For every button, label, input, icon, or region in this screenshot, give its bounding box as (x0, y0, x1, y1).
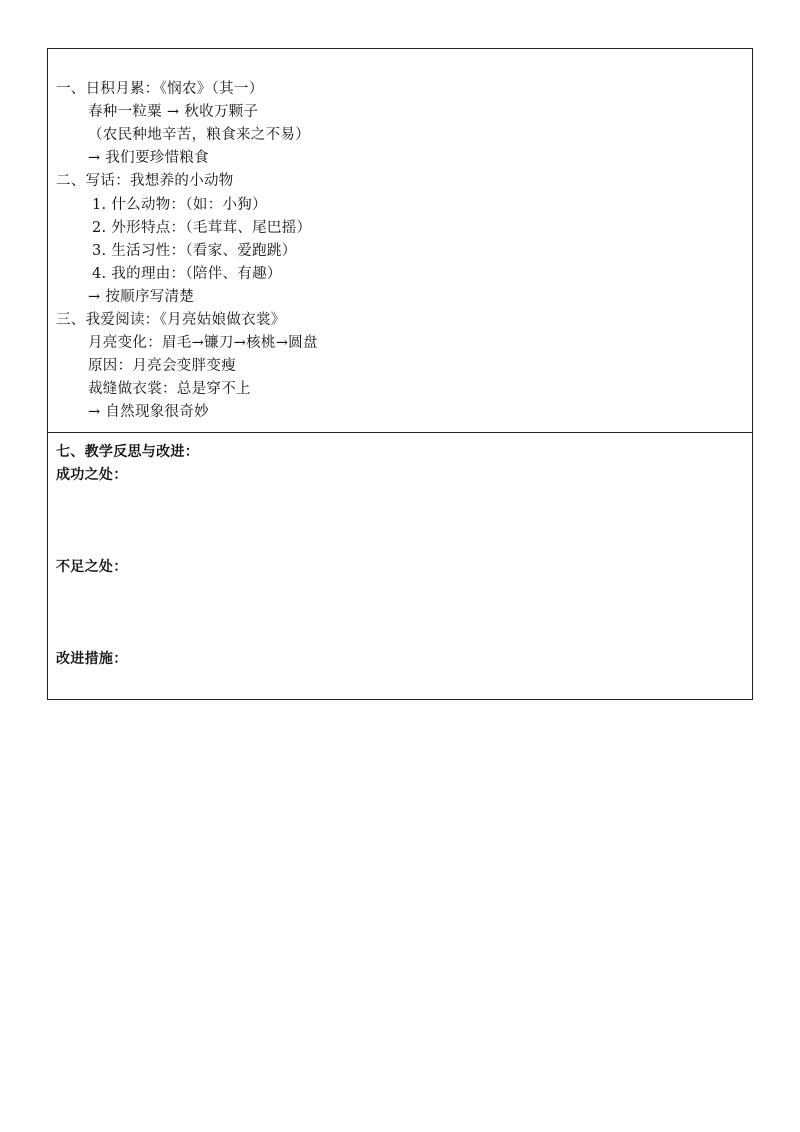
section-heading-writing: 二、写话：我想养的小动物 (56, 173, 234, 189)
reflection-title: 七、教学反思与改进： (56, 444, 199, 460)
reading-moon-changes: 月亮变化：眉毛→镰刀→核桃→圆盘 (88, 335, 318, 351)
reading-tailor: 裁缝做衣裳：总是穿不上 (88, 381, 251, 397)
section-heading-daily-accumulation: 一、日积月累：《悯农》（其一） (56, 81, 264, 97)
improvement-label: 改进措施： (56, 651, 128, 667)
writing-step-2: 2. 外形特点：（毛茸茸、尾巴摇） (92, 220, 312, 236)
poem-conclusion: → 我们要珍惜粮食 (88, 150, 209, 166)
reading-conclusion: → 自然现象很奇妙 (88, 404, 209, 420)
writing-step-1: 1. 什么动物：（如：小狗） (92, 197, 267, 213)
reading-reason: 原因：月亮会变胖变瘦 (88, 358, 236, 374)
poem-meaning: （农民种地辛苦，粮食来之不易） (88, 127, 310, 143)
row-divider (48, 432, 752, 433)
writing-conclusion: → 按顺序写清楚 (88, 289, 195, 305)
poem-line: 春种一粒粟 → 秋收万颗子 (88, 104, 259, 120)
lesson-plan-table (47, 48, 753, 700)
writing-step-4: 4. 我的理由：（陪伴、有趣） (92, 266, 282, 282)
success-label: 成功之处： (56, 467, 128, 483)
shortcoming-label: 不足之处： (56, 559, 128, 575)
section-heading-reading: 三、我爱阅读：《月亮姑娘做衣裳》 (56, 312, 286, 328)
writing-step-3: 3. 生活习性：（看家、爱跑跳） (92, 243, 297, 259)
